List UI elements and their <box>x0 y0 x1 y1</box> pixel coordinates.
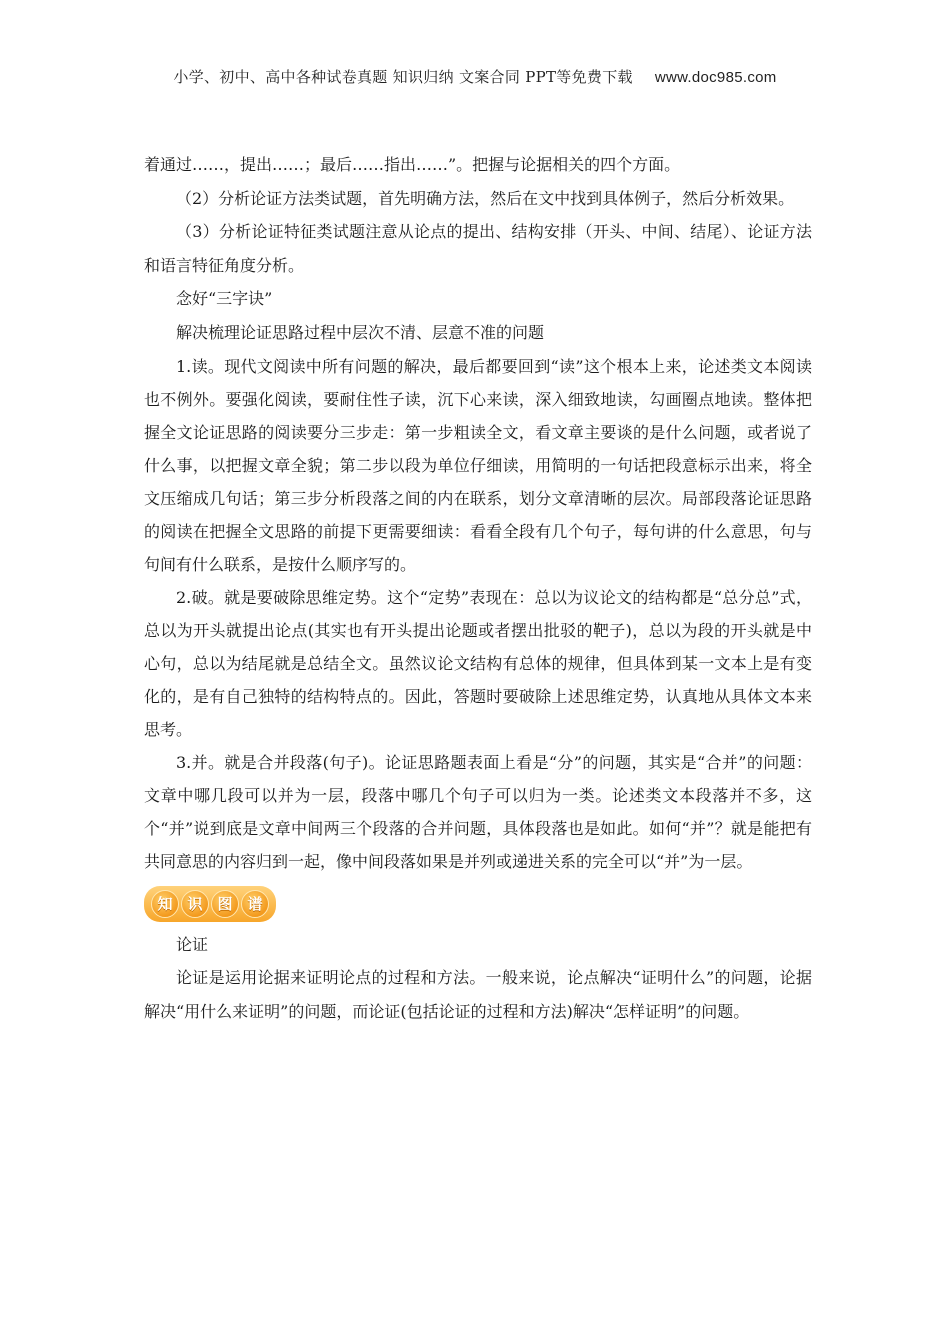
paragraph-merge: 3.并。就是合并段落(句子)。论证思路题表面上看是“分”的问题，其实是“合并”的问题：文章中哪几段可以并为一层，段落中哪几个句子可以归为一类。论述类文本段落并不多，这个“并”说到底是文章中间两三个段落的合并问题，具体段落也是如此。如何“并”？就是能把有共同意思的内容归到一起，像中间段落如果是并列或递进关系的完全可以“并”为一层。 <box>144 752 812 871</box>
badge-char: 谱 <box>241 890 269 918</box>
knowledge-map-badge-wrap <box>144 880 812 924</box>
badge-char: 知 <box>151 890 179 918</box>
badge-char: 图 <box>211 890 239 918</box>
document-body <box>144 148 812 1028</box>
paragraph-continuation: 着通过……，提出……；最后……指出……”。把握与论据相关的四个方面。 <box>144 155 681 174</box>
paragraph-argument-definition: 论证是运用论据来证明论点的过程和方法。一般来说，论点解决“证明什么”的问题，论据解决“用什么来证明”的问题，而论证(包括论证的过程和方法)解决“怎样证明”的问题。 <box>144 968 812 1021</box>
paragraph-read: 1.读。现代文阅读中所有问题的解决，最后都要回到“读”这个根本上来，论述类文本阅读也不例外。要强化阅读，要耐住性子读，沉下心来读，深入细致地读，勾画圈点地读。整体把握全文论证思路的阅读要分三步走：第一步粗读全文，看文章主要谈的是什么问题，或者说了什么事，以把握文章全貌；第二步以段为单位仔细读，用简明的一句话把段意标示出来，将全文压缩成几句话；第三步分析段落之间的内在联系，划分文章清晰的层次。局部段落论证思路的阅读在把握全文思路的前提下更需要细读：看看全段有几个句子，每句讲的什么意思，句与句间有什么联系，是按什么顺序写的。 <box>144 356 812 574</box>
header-text: 小学、初中、高中各种试卷真题 知识归纳 文案合同 PPT等免费下载 <box>173 68 633 86</box>
paragraph-method-2: （2）分析论证方法类试题，首先明确方法，然后在文中找到具体例子，然后分析效果。 <box>176 188 795 208</box>
paragraph-break: 2.破。就是要破除思维定势。这个“定势”表现在：总以为议论文的结构都是“总分总”式，总以为开头就提出论点(其实也有开头提出论题或者摆出批驳的靶子)，总以为段的开头就是中心句，总以为结尾就是总结全文。虽然议论文结构有总体的规律，但具体到某一文本上是有变化的，是有自己独特的结构特点的。因此，答题时要破除上述思维定势，认真地从具体文本来思考。 <box>144 587 812 739</box>
subheading-problem: 解决梳理论证思路过程中层次不清、层意不准的问题 <box>176 322 545 342</box>
badge-char: 识 <box>181 890 209 918</box>
knowledge-map-badge <box>144 886 276 922</box>
page-header <box>0 66 950 87</box>
paragraph-method-3: （3）分析论证特征类试题注意从论点的提出、结构安排（开头、中间、结尾）、论证方法和语言特征角度分析。 <box>144 222 812 275</box>
subheading-three-words: 念好“三字诀” <box>176 289 273 309</box>
header-site-url[interactable]: www.doc985.com <box>654 69 777 86</box>
section-heading-argument: 论证 <box>176 934 209 954</box>
